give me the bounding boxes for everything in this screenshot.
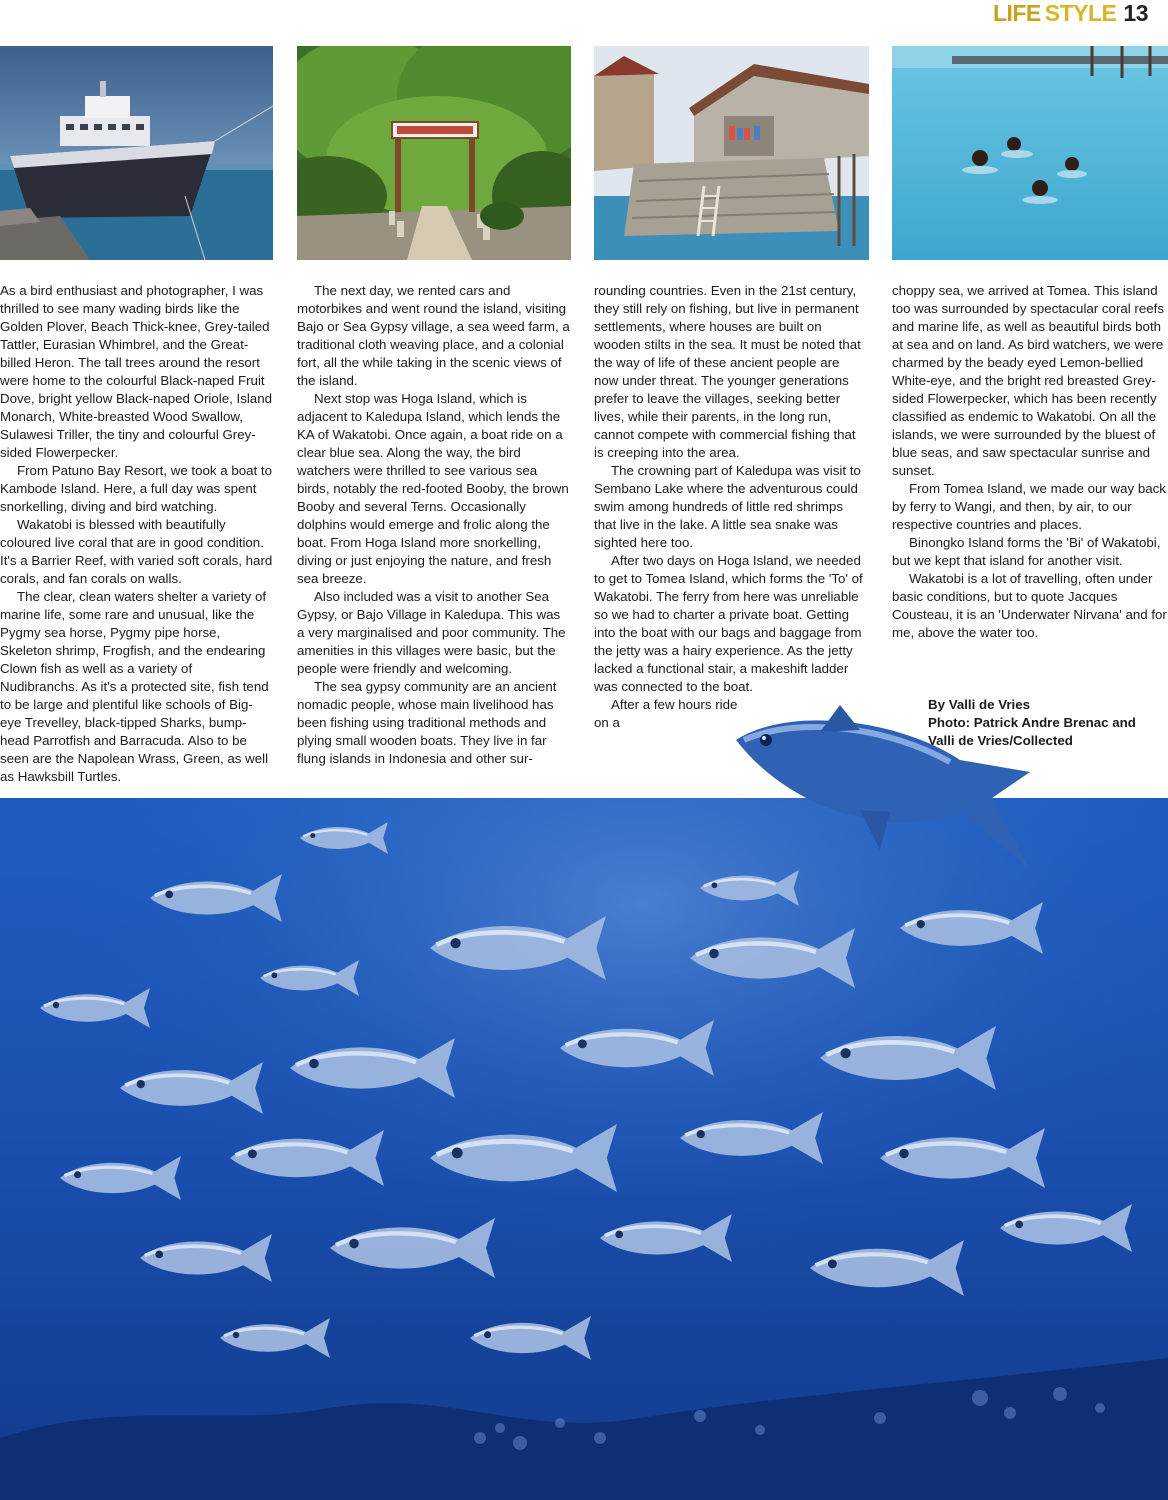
article-column-2 bbox=[297, 282, 571, 768]
photo-credit: Photo: Patrick Andre Brenac and bbox=[928, 715, 1136, 730]
article-column-3 bbox=[594, 282, 866, 732]
paragraph: Next stop was Hoga Island, which is adjacent to Kaledupa Island, which lends the KA of Wakatobi. Once again, a boat ride on a clear blue sea. Along the way, the bird watchers were thrilled to see various sea birds, notably the red-footed Booby, the brown Booby and several Terns. Occasionally dolphins would emerge and frolic along the boat. From Hoga Island more snorkelling, diving or just enjoying the nature, and fresh sea breeze. bbox=[297, 391, 569, 586]
author-credit: By Valli de Vries bbox=[928, 697, 1031, 712]
section-name-life: LIFE bbox=[992, 0, 1041, 26]
paragraph: Also included was a visit to another Sea Gypsy, or Bajo Village in Kaledupa. This was a very marginalised and poor community. The amenities in this villages were basic, but the people were friendly and welcoming. bbox=[297, 589, 566, 676]
paragraph: After a few hours ride on a bbox=[594, 697, 738, 730]
photo-forest-gateway bbox=[297, 46, 571, 260]
fish-illustration bbox=[730, 700, 1050, 880]
photo-ship-at-dock bbox=[0, 46, 273, 260]
paragraph: Wakatobi is a lot of travelling, often under basic conditions, but to quote Jacques Cousteau, it is an 'Underwater Nirvana' and for me, above the water too. bbox=[892, 571, 1167, 640]
paragraph: From Patuno Bay Resort, we took a boat to Kambode Island. Here, a full day was spent snorkelling, diving and bird watching. bbox=[0, 463, 272, 514]
paragraph: The next day, we rented cars and motorbikes and went round the island, visiting Bajo or Sea Gypsy village, a sea weed farm, a traditional cloth weaving place, and a colonial fort, all the while taking in the scenic views of the island. bbox=[297, 283, 570, 388]
section-header bbox=[993, 0, 1148, 26]
paragraph: After two days on Hoga Island, we needed to get to Tomea Island, which forms the 'To' of Wakatobi. The ferry from here was unreliable so we had to charter a private boat. Getting into the boat with our bags and baggage from the jetty was a hairy experience. As the jetty lacked a functional stair, a makeshift ladder was connected to the boat. bbox=[594, 553, 863, 694]
paragraph: Wakatobi is blessed with beautifully coloured live coral that are in good condition. It's a Barrier Reef, with varied soft corals, hard corals, and fan corals on walls. bbox=[0, 517, 273, 586]
article-column-1 bbox=[0, 282, 274, 786]
paragraph: The crowning part of Kaledupa was visit to Sembano Lake where the adventurous could swim among hundreds of little red shrimps that live in the lake. A little sea snake was sighted here too. bbox=[594, 463, 861, 550]
paragraph: Binongko Island forms the 'Bi' of Wakatobi, but we kept that island for another visit. bbox=[892, 535, 1161, 568]
page-number: 13 bbox=[1123, 0, 1148, 26]
photo-credit-continued: Valli de Vries/Collected bbox=[928, 733, 1073, 748]
section-name-style: STYLE bbox=[1044, 0, 1117, 26]
photo-school-of-fish bbox=[0, 798, 1168, 1500]
paragraph: The clear, clean waters shelter a variety of marine life, some rare and unusual, like the Pygmy sea horse, Pygmy pipe horse, Skeleton shrimp, Frogfish, and the endearing Clown fish as well as a variety of Nudibranchs. As it's a protected site, fish tend to be large and plentiful like schools of Big-eye Trevelley, black-tipped Sharks, bump-head Parrotfish and Barracuda. Also to be seen are the Napolean Wrass, Green, as well as Hawksbill Turtles. bbox=[0, 589, 269, 784]
paragraph: The sea gypsy community are an ancient nomadic people, whose main livelihood has been fishing using traditional methods and plying small wooden boats. They live in far flung islands in Indonesia and other sur- bbox=[297, 679, 557, 766]
photo-children-swimming bbox=[892, 46, 1168, 260]
article-column-4 bbox=[892, 282, 1168, 642]
paragraph: From Tomea Island, we made our way back by ferry to Wangi, and then, by air, to our respective countries and places. bbox=[892, 481, 1166, 532]
paragraph: As a bird enthusiast and photographer, I was thrilled to see many wading birds like the Golden Plover, Beach Thick-knee, Grey-tailed Tattler, Eurasian Whimbrel, and the Great-billed Heron. The tall trees around the resort were home to the colourful Black-naped Fruit Dove, bright yellow Black-naped Oriole, Island Monarch, White-breasted Wood Swallow, Sulawesi Triller, the tiny and colourful Grey-sided Flowerpecker. bbox=[0, 283, 272, 460]
photo-stilt-houses bbox=[594, 46, 869, 260]
paragraph: choppy sea, we arrived at Tomea. This island too was surrounded by spectacular coral reefs and marine life, as well as beautiful birds both at sea and on land. As bird watchers, we were charmed by the beady eyed Lemon-bellied White-eye, and the bright red breasted Grey-sided Flowerpecker, which has been recently classified as endemic to Wakatobi. On all the islands, we were surrounded by the bluest of blue seas, and saw spectacular sunrise and sunset. bbox=[892, 283, 1164, 478]
paragraph: rounding countries. Even in the 21st century, they still rely on fishing, but live in permanent settlements, where houses are built on wooden stilts in the sea. It must be noted that the way of life of these ancient people are now under threat. The younger generations prefer to leave the villages, seeking better lives, while their parents, in the long run, cannot compete with commercial fishing that is creeping into the area. bbox=[594, 283, 861, 460]
